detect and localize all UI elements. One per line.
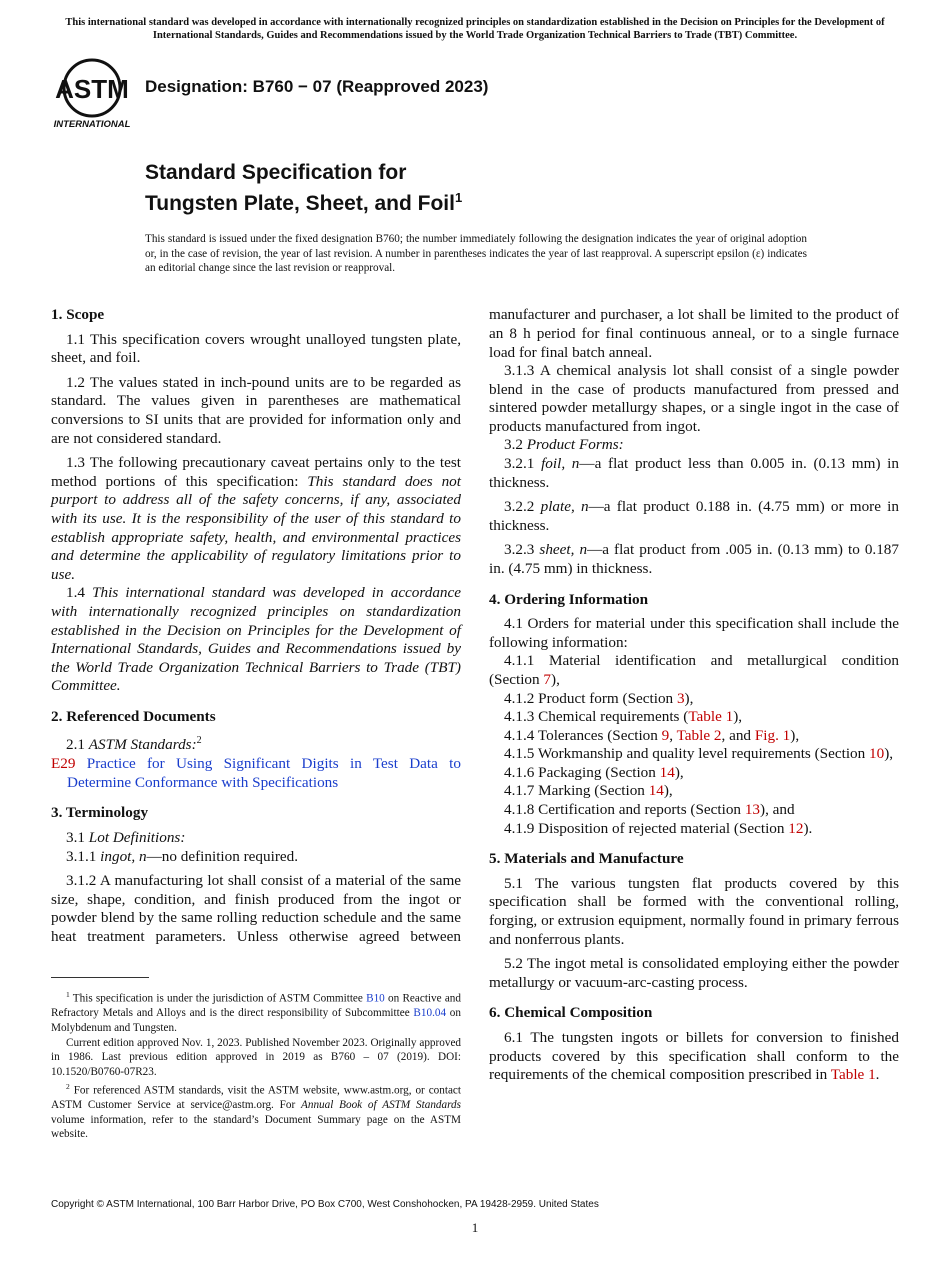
footnote-1-edition: Current edition approved Nov. 1, 2023. Published November 2023. Originally approved in 1986. Last previous edition approved in 2019 as B760 – 07 (2019). DOI: 10.1520/B0760-07R23. [51,1036,461,1078]
footnote-2: $^2$ For referenced ASTM standards, visit the ASTM website, www.astm.org, or contact ASTM Customer Service at service@astm.org. For Annual Book of ASTM Standards volume information, refer to the standard’s Document Summary page on the ASTM website. [51,1082,461,1141]
link-table-2[interactable]: Table 2 [676,726,722,744]
para-1-3: 1.3 The following precautionary caveat pertains only to the test method portions of this specification: This standard does not purport to address all of the safety concerns, if any, associated with its use. It is the responsibility of the user of this standard to establish appropriate safety, health, and environmental practices and determine the applicability of regulatory limitations prior to use. [51,454,461,583]
section-2-heading: 2. Referenced Documents [51,707,216,725]
para-2-1: 2.1 ASTM Standards:$^2$ [66,735,202,754]
item-4-1-2: 4.1.2 Product form (Section 3), [504,689,694,707]
logo-subtext: INTERNATIONAL [53,119,131,130]
page-title [145,160,462,216]
para-3-1-3: 3.1.3 A chemical analysis lot shall consist of a single powder blend in the case of products manufactured from pressed and sintered powder metallurgy shapes, or a single ingot in the case of products manufactured from ingot. [489,362,899,435]
ref-e29-code[interactable]: E29 [51,755,76,773]
link-committee-b10[interactable]: B10 [366,992,385,1005]
title-footnote-ref[interactable]: 1 [454,190,463,205]
intro-paragraph: This standard is issued under the fixed designation B760; the number immediately following the designation indicates the year of original adoption or, in the case of revision, the year of last revision. A number in parentheses indicates the year of last reapproval. A superscript epsilon (ε) indicates an editorial change since the last revision or reapproval. [145,233,807,275]
footnote-divider [51,977,149,978]
astm-logo [52,56,136,132]
link-section-14[interactable]: 14 [659,763,675,781]
para-4-1: 4.1 Orders for material under this specification shall include the following information: [489,615,899,651]
para-1-1: 1.1 This specification covers wrought unalloyed tungsten plate, sheet, and foil. [51,330,461,367]
para-1-2: 1.2 The values stated in inch-pound units are to be regarded as standard. The values given in parentheses are mathematical conversions to SI units that are provided for information only and are not considered standard. [51,373,461,447]
item-4-1-4: 4.1.4 Tolerances (Section 9, Table 2, and Fig. 1), [504,726,800,744]
item-4-1-8: 4.1.8 Certification and reports (Section 13), and [504,801,795,819]
para-3-2-1: 3.2.1 foil, n—a flat product less than 0.005 in. (0.13 mm) in thickness. [489,454,899,491]
link-subcommittee-b10-04[interactable]: B10.04 [413,1007,447,1020]
copyright-line: Copyright © ASTM International, 100 Barr Harbor Drive, PO Box C700, West Conshohocken, PA 19428-2959. United States [51,1199,599,1210]
footnote-1: $^1$ This specification is under the jurisdiction of ASTM Committee B10 on Reactive and Refractory Metals and Alloys and is the direct responsibility of Subcommittee B10.04 on Molybdenum and Tungsten. [51,990,461,1034]
para-3-2-2: 3.2.2 plate, n—a flat product 0.188 in. (4.75 mm) or more in thickness. [489,498,899,534]
right-column [489,306,899,1091]
link-section-13[interactable]: 13 [744,801,761,819]
para-3-1-1: 3.1.1 ingot, n—no definition required. [66,847,299,865]
section-4-heading: 4. Ordering Information [489,590,649,608]
para-3-1: 3.1 Lot Definitions: [66,828,186,846]
footnote-ref-2[interactable]: 2 [196,735,202,747]
link-section-9[interactable]: 9 [661,726,670,744]
footnotes [51,988,461,1143]
section-5-heading: 5. Materials and Manufacture [489,850,684,868]
para-3-1-2-overflow: manufacturer and purchaser, a lot shall be limited to the product of an 8 h period for final continuous anneal, or to a single furnace load for final batch anneal. [489,306,899,361]
para-3-2-3: 3.2.3 sheet, n—a flat product from .005 in. (0.13 mm) to 0.187 in. (4.75 mm) in thickness. [489,541,899,577]
section-6-heading: 6. Chemical Composition [489,1004,653,1022]
logo-text: ASTM [55,74,129,104]
item-4-1-1: 4.1.1 Material identification and metallurgical condition (Section 7), [489,652,899,688]
link-section-3[interactable]: 3 [676,689,685,707]
title-line-2: Tungsten Plate, Sheet, and Foil [145,192,455,215]
page-number: 1 [471,1220,479,1235]
designation: Designation: B760 − 07 (Reapproved 2023) [145,77,489,96]
ref-e29-title-link[interactable]: Practice for Using Significant Digits in Test Data to Determine Conformance with Specifications [67,755,461,791]
link-section-12[interactable]: 12 [788,819,804,837]
link-table-1[interactable]: Table 1 [688,708,734,726]
para-3-2: 3.2 Product Forms: [504,436,624,454]
left-column [51,306,461,952]
link-table-1b[interactable]: Table 1 [830,1066,876,1084]
para-5-1: 5.1 The various tungsten flat products covered by this specification shall be formed with the conventional rolling, forging, or extrusion equipment, normally found in primary ferrous and nonferrous plants. [489,874,899,948]
link-section-14b[interactable]: 14 [648,782,664,800]
section-3-heading: 3. Terminology [51,804,149,822]
para-5-2: 5.2 The ingot metal is consolidated employing either the powder metallurgy or vacuum-arc-casting process. [489,955,899,991]
item-4-1-7: 4.1.7 Marking (Section 14), [504,782,673,800]
title-line-1: Standard Specification for [145,161,407,184]
para-1-4: 1.4 This international standard was developed in accordance with internationally recognized principles on standardization established in the Decision on Principles for the Development of International Standards, Guides and Recommendations issued by the World Trade Organization Technical Barriers to Trade (TBT) Committee. [51,584,462,695]
para-6-1: 6.1 The tungsten ingots or billets for conversion to finished products covered by this specification shall conform to the requirements of the chemical composition prescribed in Table 1. [489,1029,899,1084]
item-4-1-5: 4.1.5 Workmanship and quality level requirements (Section 10), [504,745,894,763]
para-3-1-2: 3.1.2 A manufacturing lot shall consist of a material of the same size, shape, condition, and finish produced from the ingot or powder blend by the same rolling reduction schedule and the same heat treatment parameters. Unless otherwise agreed between [51,872,461,945]
link-section-10[interactable]: 10 [869,745,885,763]
item-4-1-6: 4.1.6 Packaging (Section 14), [504,763,684,781]
section-1-heading: 1. Scope [51,306,105,323]
para-3-1-2-continued [489,306,899,362]
reference-e29 [51,755,461,792]
link-fig-1[interactable]: Fig. 1 [754,726,791,744]
item-4-1-3: 4.1.3 Chemical requirements (Table 1), [504,708,743,726]
tbt-notice: This international standard was developed in accordance with internationally recognized principles on standardization established in the Decision on Principles for the Development of International Standards, Guides and Recommendations issued by the World Trade Organization Technical Barriers to Trade (TBT) Committee. [65,17,885,41]
item-4-1-9: 4.1.9 Disposition of rejected material (Section 12). [504,819,813,837]
link-section-7[interactable]: 7 [543,670,552,688]
